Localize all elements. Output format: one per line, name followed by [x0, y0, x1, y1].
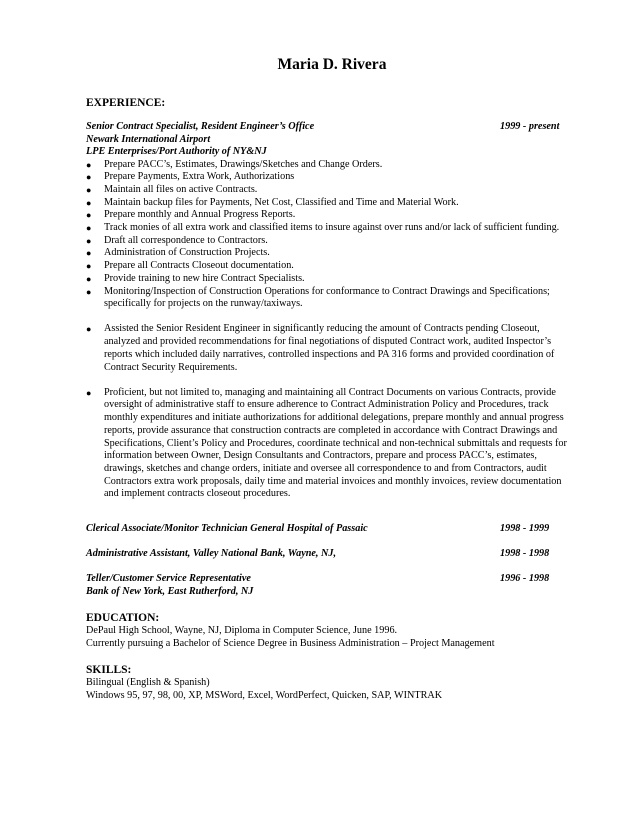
job-2-date: 1998 - 1999: [500, 523, 550, 535]
skills-heading: SKILLS:: [86, 664, 132, 677]
bullet-item: ● Monitoring/Inspection of Construction Operations for conformance to Contract Drawings and Specifications; specifically for projects on the runway/taxiways.: [86, 285, 550, 310]
bullet-item: ● Provide training to new hire Contract Specialists.: [86, 272, 305, 284]
job-3-title: Administrative Assistant, Valley National Bank, Wayne, NJ,: [86, 548, 337, 560]
bullet-item: ● Prepare PACC’s, Estimates, Drawings/Sketches and Change Orders.: [86, 158, 383, 170]
job-3-header: [86, 548, 578, 561]
bullet-item: ● Prepare monthly and Annual Progress Reports.: [86, 209, 296, 221]
skills-line-1: Bilingual (English & Spanish): [86, 677, 210, 689]
job-4-employer: Bank of New York, East Rutherford, NJ: [86, 585, 254, 597]
bullet-item: ● Assisted the Senior Resident Engineer in significantly reducing the amount of Contracts pending Closeout, analyzed and provided recommendations for final negotiations of disputed Contract work, audited Inspector’s reports which included daily narratives, controlled inspections and PA 316 forms and provided coordination of Contract Security Requirements.: [86, 323, 555, 373]
bullet-item: ● Track monies of all extra work and classified items to insure against over runs and/or lack of sufficient funding.: [86, 222, 560, 234]
skills-line-2: Windows 95, 97, 98, 00, XP, MSWord, Excel, WordPerfect, Quicken, SAP, WINTRAK: [86, 690, 443, 702]
experience-heading: EXPERIENCE:: [86, 97, 166, 109]
education-heading: EDUCATION:: [86, 612, 160, 625]
job-3-date: 1998 - 1998: [500, 548, 550, 560]
resume-name: Maria D. Rivera: [277, 56, 387, 73]
bullet-item: ● Proficient, but not limited to, managing and maintaining all Contract Documents on various Contracts, provide oversight of administrative staff to ensure adherence to Contract Administration Policy and Procedures, track monthly expenditures and initiate authorizations for additional delegations, prepare monthly and annual progress reports, provide assurance that construction contracts are completed in accordance with Contract Drawings and Specifications, Client’s Policy and Procedures, coordinate technical and non-technical submittals and requests for information between Owner, Design Consultants and Contractors, prepare and process PACC’s, estimates, drawings, sketches and change orders, initiate and oversee all correspondence to and from Contractors, audit Contractors extra work proposals, daily time and material invoices and monthly invoices, review documentation and implement contracts closeout procedures.: [86, 386, 567, 500]
job-2-header: [86, 523, 578, 536]
bullet-item: ● Maintain all files on active Contracts.: [86, 183, 258, 195]
job-1-date: 1999 - present: [500, 121, 560, 132]
job-4-header: [86, 573, 578, 586]
bullet-item: ● Administration of Construction Projects.: [86, 247, 270, 259]
bullet-item: ● Maintain backup files for Payments, Net Cost, Classified and Time and Material Work.: [86, 196, 459, 208]
job-2-title: Clerical Associate/Monitor Technician General Hospital of Passaic: [86, 523, 368, 535]
job-4-title: Teller/Customer Service Representative: [86, 573, 251, 585]
education-line-2: Currently pursuing a Bachelor of Science Degree in Business Administration – Project Management: [86, 637, 495, 649]
bullet-item: ● Draft all correspondence to Contractors.: [86, 234, 268, 246]
job-1-location: Newark International Airport: [86, 133, 211, 145]
job-1-header: [86, 121, 578, 134]
job-1-bullets: [86, 159, 578, 502]
job-1-employer: LPE Enterprises/Port Authority of NY&NJ: [86, 146, 267, 157]
bullet-item: ● Prepare Payments, Extra Work, Authorizations: [86, 171, 295, 183]
job-4-date: 1996 - 1998: [500, 573, 550, 585]
job-1-title: Senior Contract Specialist, Resident Engineer’s Office: [86, 121, 315, 132]
bullet-item: ● Prepare all Contracts Closeout documentation.: [86, 260, 294, 272]
education-line-1: DePaul High School, Wayne, NJ, Diploma in Computer Science, June 1996.: [86, 625, 398, 637]
